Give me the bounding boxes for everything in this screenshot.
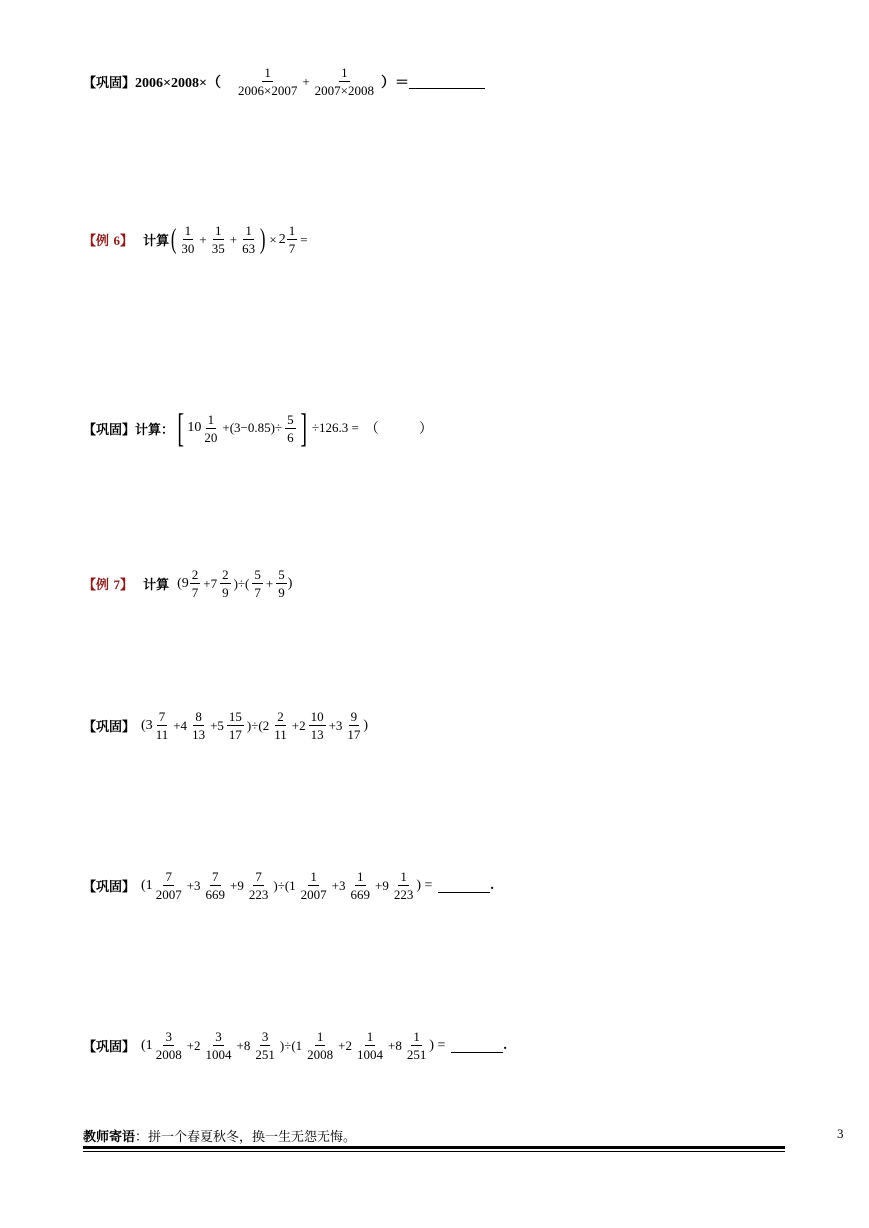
- footer-motto: 教师寄语：拼一个春夏秋冬，换一生无怨无悔。: [83, 1130, 357, 1145]
- math-expression: (9 $\frac{2}{7}$ +7 $\frac{2}{9}$ )÷( $\frac{5}{7}$ + $\frac{5}{9}$ ): [177, 567, 293, 600]
- math-expression: ( $\frac{1}{30}$ + $\frac{1}{35}$ + $\frac{1}{63}$ ) × 2 $\frac{1}{7}$ =: [170, 223, 308, 256]
- footer-rule-thin: [83, 1151, 785, 1152]
- footer-rule-thick: [83, 1146, 785, 1149]
- consolidate-label: 【巩固】: [83, 422, 136, 438]
- answer-blank: [438, 878, 490, 893]
- answer-blank: [409, 74, 485, 89]
- compute-keyword: 计算: [143, 234, 170, 249]
- math-expression: (1 $\frac{3}{2008}$ +2 $\frac{3}{1004}$ +8 $\frac{3}{251}$ )÷(1 $\frac{1}{2008}$ +2 $\frac{1}{1004}$ +8 $\frac{1}{251}$ ) = .: [141, 1029, 507, 1062]
- problem-consolidate-3: [83, 710, 368, 741]
- footer-label: 教师寄语: [83, 1130, 136, 1145]
- example-label: 【例 6】: [83, 233, 134, 249]
- consolidate-label: 【巩固】: [83, 1040, 136, 1055]
- consolidate-label: 【巩固】: [83, 880, 136, 895]
- fraction: $\frac{1}{2007\times 2008}$: [314, 65, 375, 98]
- math-expression: (1 $\frac{7}{2007}$ +3 $\frac{7}{669}$ +9 $\frac{7}{223}$ )÷(1 $\frac{1}{2007}$ +3 $\frac{1}{669}$ +9 $\frac{1}{223}$ ) = .: [141, 869, 494, 902]
- consolidate-label: 【巩固】: [83, 720, 136, 735]
- problem-consolidate-2: [83, 405, 433, 450]
- page-number: 3: [837, 1126, 844, 1141]
- compute-keyword: 计算：: [135, 422, 175, 438]
- math-expression: [ 10 $\frac{1}{20}$ +(3−0.85)÷ $\frac{5}{6}$ ] ÷126.3 = （ ）: [177, 405, 433, 450]
- expr-tail: ）＝: [381, 75, 410, 91]
- math-expression: (3 $\frac{7}{11}$ +4 $\frac{8}{13}$ +5 $\frac{15}{17}$ )÷(2 $\frac{2}{11}$ +2 $\frac{10}{13}$ +3 $\frac{9}{17}$ ): [141, 709, 369, 742]
- compute-keyword: 计算: [143, 578, 170, 593]
- answer-blank: [451, 1038, 503, 1053]
- problem-consolidate-1: 【巩固】 2006×2008×（ $\frac{1}{2006\times 2007}$ + $\frac{1}{2007\times 2008}$ ）＝: [83, 66, 485, 97]
- problem-consolidate-4: [83, 870, 494, 901]
- expr-lead: 2006×2008×（: [135, 75, 221, 91]
- consolidate-label: 【巩固】: [83, 76, 136, 91]
- problem-consolidate-5: [83, 1030, 507, 1061]
- example-label: 【例 7】: [83, 577, 134, 593]
- footer-text: 拼一个春夏秋冬，换一生无怨无悔。: [148, 1130, 357, 1145]
- fraction: $\frac{1}{2006\times 2007}$: [237, 65, 298, 98]
- example-6: [83, 224, 310, 255]
- example-7: [83, 568, 292, 599]
